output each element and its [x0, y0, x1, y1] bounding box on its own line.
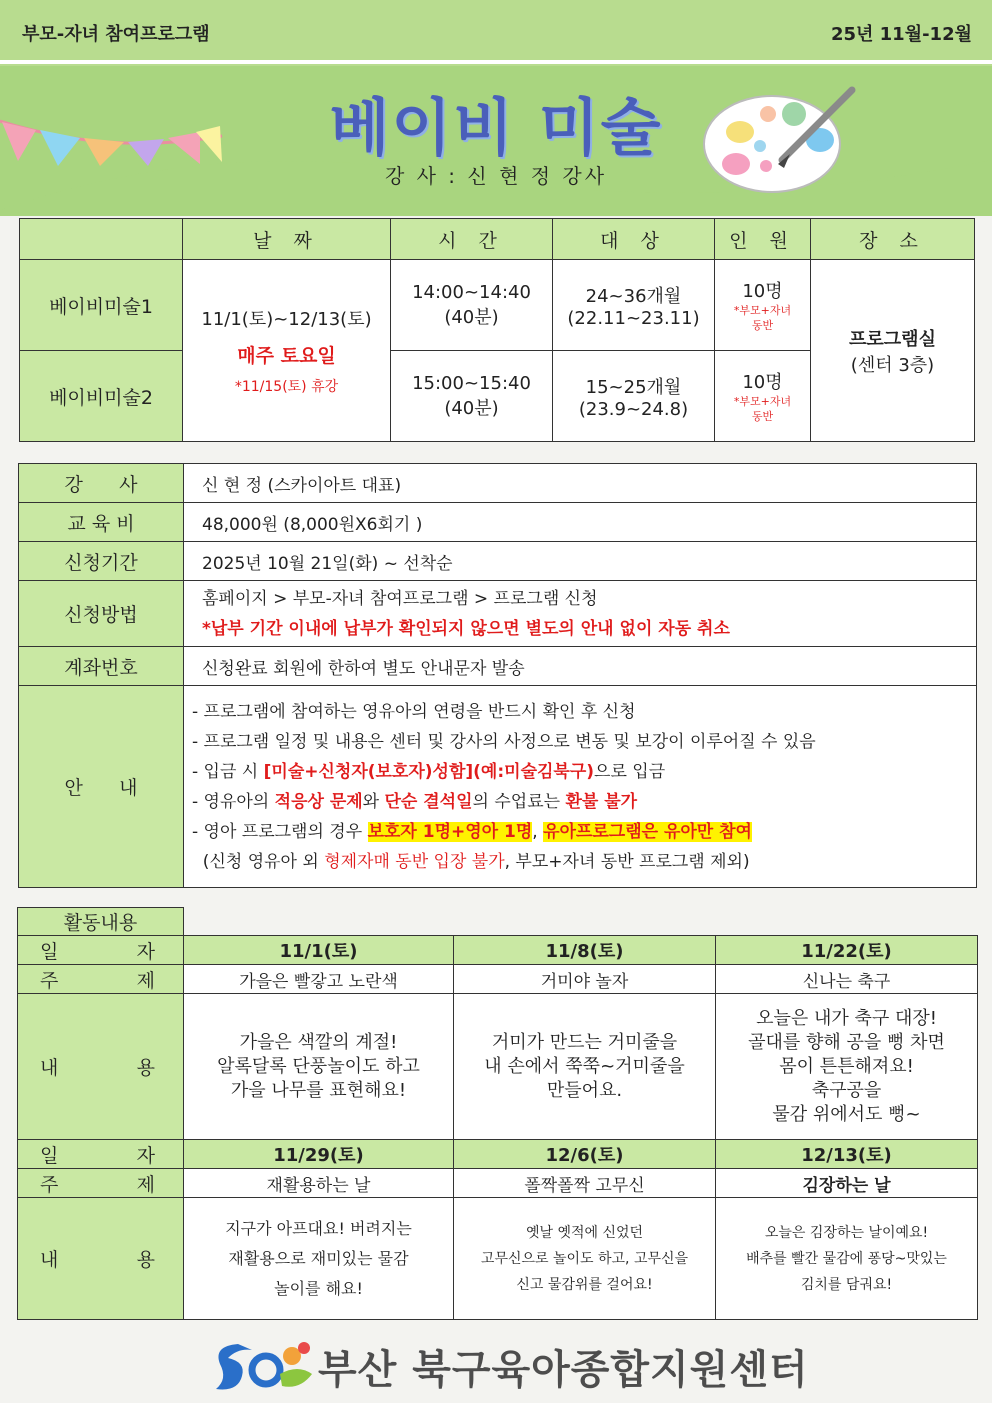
capacity-note: 동반 — [751, 410, 774, 423]
guide-cell — [184, 686, 977, 888]
guide-line: - 영아 프로그램의 경우 보호자 1명+영아 1명, 유아프로그램은 유아만 참여 — [192, 821, 752, 842]
page-title: 베이비 미술 — [329, 91, 663, 164]
time-cell — [391, 351, 553, 442]
guide-line: (신청 영유아 외 형제자매 동반 입장 불가, 부모+자녀 동반 프로그램 제외) — [192, 851, 750, 872]
center-name: 부산 북구육아종합지원센터 — [318, 1347, 809, 1393]
activities-header: 활동내용 — [18, 908, 184, 936]
column-target: 대 상 — [553, 219, 715, 260]
account-label: 계좌번호 — [19, 647, 184, 686]
theme-label: 주 제 — [18, 1169, 184, 1198]
capacity-note: 동반 — [751, 319, 774, 332]
activity-content: 거미가 만드는 거미줄을 내 손에서 쭉쭉~거미줄을 만들어요. — [454, 994, 716, 1140]
place-cell — [811, 260, 975, 442]
guide-line: - 입금 시 [미술+신청자(보호자)성함](예:미술김북구)으로 입금 — [192, 761, 666, 782]
activity-date: 11/1(토) — [184, 936, 454, 965]
column-time: 시 간 — [391, 219, 553, 260]
program-period: 25년 11월-12월 — [830, 24, 972, 45]
content-label: 내 용 — [18, 1198, 184, 1320]
activity-date: 11/29(토) — [184, 1140, 454, 1169]
activity-theme: 가을은 빨갛고 노란색 — [184, 965, 454, 994]
column-capacity: 인 원 — [715, 219, 811, 260]
target-range: (23.9~24.8) — [578, 398, 689, 420]
capacity-note: *부모+자녀 — [733, 395, 792, 408]
class-time: 14:00~14:40 — [412, 281, 531, 303]
period-value: 2025년 10월 21일(화) ~ 선착순 — [184, 542, 977, 581]
schedule-corner — [20, 219, 183, 260]
activity-theme: 재활용하는 날 — [184, 1169, 454, 1198]
guide-line: - 영유아의 적응상 문제와 단순 결석일의 수업료는 환불 불가 — [192, 791, 638, 812]
date-label: 일 자 — [18, 1140, 184, 1169]
weekly-day: 매주 토요일 — [237, 345, 336, 367]
activity-theme: 신나는 축구 — [716, 965, 978, 994]
method-note: *납부 기간 이내에 납부가 확인되지 않으면 별도의 안내 없이 자동 취소 — [202, 618, 730, 639]
activity-date: 11/8(토) — [454, 936, 716, 965]
instructor-value: 신 현 정 (스카이아트 대표) — [184, 464, 977, 503]
info-table — [18, 463, 977, 888]
activity-theme: 김장하는 날 — [716, 1169, 978, 1198]
activity-content: 가을은 색깔의 계절! 알록달록 단풍놀이도 하고 가을 나무를 표현해요! — [184, 994, 454, 1140]
instructor-label: 강 사 — [19, 464, 184, 503]
method-cell — [184, 581, 977, 647]
activities-table — [17, 907, 978, 1320]
date-label: 일 자 — [18, 936, 184, 965]
content-label: 내 용 — [18, 994, 184, 1140]
capacity: 10명 — [742, 372, 783, 393]
target-range: (22.11~23.11) — [567, 307, 700, 329]
guide-line: - 프로그램에 참여하는 영유아의 연령을 반드시 확인 후 신청 — [192, 701, 636, 722]
capacity-cell — [715, 260, 811, 351]
place-name: 프로그램실 — [849, 328, 936, 350]
column-place: 장 소 — [811, 219, 975, 260]
holiday-note: *11/15(토) 휴강 — [234, 379, 339, 395]
fee-value: 48,000원 (8,000원X6회기 ) — [184, 503, 977, 542]
activity-content: 오늘은 김장하는 날이예요! 배추를 빨간 물감에 퐁당~맛있는 김치를 담궈요! — [716, 1198, 978, 1320]
class-duration: (40분) — [444, 397, 499, 419]
class-name: 베이비미술1 — [20, 260, 183, 351]
activity-date: 12/6(토) — [454, 1140, 716, 1169]
guide-label: 안 내 — [19, 686, 184, 888]
target-cell — [553, 351, 715, 442]
date-range: 11/1(토)~12/13(토) — [201, 309, 372, 330]
class-duration: (40분) — [444, 306, 499, 328]
activity-theme: 거미야 놀자 — [454, 965, 716, 994]
capacity-cell — [715, 351, 811, 442]
fee-label: 교 육 비 — [19, 503, 184, 542]
activity-date: 12/13(토) — [716, 1140, 978, 1169]
target-age: 15~25개월 — [585, 376, 682, 398]
activity-date: 11/22(토) — [716, 936, 978, 965]
program-category: 부모-자녀 참여프로그램 — [22, 24, 210, 45]
date-cell — [183, 260, 391, 442]
instructor-subtitle: 강 사 : 신 현 정 강사 — [384, 164, 608, 188]
guide-line: - 프로그램 일정 및 내용은 센터 및 강사의 사정으로 변동 및 보강이 이루어질 수 있음 — [192, 731, 816, 752]
account-value: 신청완료 회원에 한하여 별도 안내문자 발송 — [184, 647, 977, 686]
target-cell — [553, 260, 715, 351]
time-cell — [391, 260, 553, 351]
class-time: 15:00~15:40 — [412, 372, 531, 394]
place-detail: (센터 3층) — [850, 354, 935, 376]
column-date: 날 짜 — [183, 219, 391, 260]
theme-label: 주 제 — [18, 965, 184, 994]
activity-theme: 폴짝폴짝 고무신 — [454, 1169, 716, 1198]
period-label: 신청기간 — [19, 542, 184, 581]
method-value: 홈페이지 > 부모-자녀 참여프로그램 > 프로그램 신청 — [202, 588, 598, 609]
capacity-note: *부모+자녀 — [733, 304, 792, 317]
method-label: 신청방법 — [19, 581, 184, 647]
class-name: 베이비미술2 — [20, 351, 183, 442]
capacity: 10명 — [742, 281, 783, 302]
activity-content: 옛날 옛적에 신었던 고무신으로 놀이도 하고, 고무신을 신고 물감위를 걸어요! — [454, 1198, 716, 1320]
activity-content: 오늘은 내가 축구 대장! 골대를 향해 공을 뻥 차면 몸이 튼튼해져요! 축구공을 물감 위에서도 뻥~ — [716, 994, 978, 1140]
paint-palette-icon — [700, 76, 860, 196]
target-age: 24~36개월 — [585, 285, 682, 307]
center-logo-icon — [208, 1334, 318, 1394]
schedule-table — [19, 218, 975, 442]
activity-content: 지구가 아프대요! 버려지는 재활용으로 재미있는 물감 놀이를 해요! — [184, 1198, 454, 1320]
